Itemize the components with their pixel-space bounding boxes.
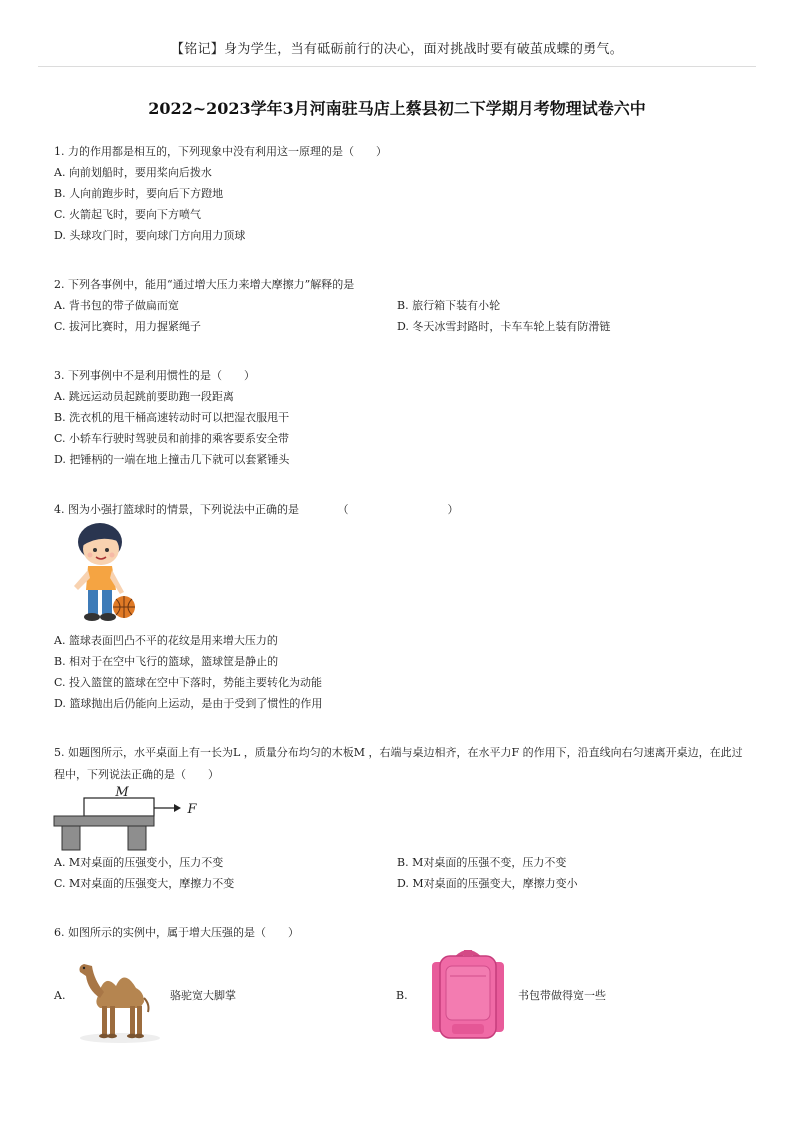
pink-backpack-image xyxy=(424,946,512,1046)
question-5-option-d[interactable]: D. M对桌面的压强变大，摩擦力变小 xyxy=(397,877,578,890)
question-6-option-a-letter[interactable]: A. xyxy=(54,989,66,1002)
question-3-stem: 3. 下列事例中不是利用惯性的是（ ） xyxy=(54,369,255,382)
header-divider xyxy=(38,66,756,67)
question-5-option-c[interactable]: C. M对桌面的压强变大，摩擦力不变 xyxy=(54,877,235,890)
question-1-option-a[interactable]: A. 向前划船时，要用桨向后拨水 xyxy=(54,166,212,179)
camel-image xyxy=(70,946,170,1046)
question-2-option-a[interactable]: A. 背书包的带子做扁而宽 xyxy=(54,299,179,312)
diagram-label-f: F xyxy=(187,802,197,817)
question-5-option-b[interactable]: B. M对桌面的压强不变，压力不变 xyxy=(397,856,567,869)
page-title: 2022~2023学年3月河南驻马店上蔡县初二下学期月考物理试卷六中 xyxy=(148,99,646,118)
question-5-stem: 5. 如题图所示，水平桌面上有一长为L ，质量分布均匀的木板M ，右端与桌边相齐，在水平力F 的作用下，沿直线向右匀速离开桌边，在此过程中，下列说法正确的是（ ） xyxy=(54,746,743,781)
question-3-option-a[interactable]: A. 跳远运动员起跳前要助跑一段距离 xyxy=(54,390,234,403)
question-6-option-b-text[interactable]: 书包带做得宽一些 xyxy=(518,989,606,1002)
question-1-option-b[interactable]: B. 人向前跑步时，要向后下方蹬地 xyxy=(54,187,224,200)
question-6-stem: 6. 如图所示的实例中，属于增大压强的是（ ） xyxy=(54,926,299,939)
question-5-option-a[interactable]: A. M对桌面的压强变小，压力不变 xyxy=(54,856,224,869)
question-4-option-d[interactable]: D. 篮球抛出后仍能向上运动，是由于受到了惯性的作用 xyxy=(54,697,323,710)
board-on-table-diagram xyxy=(52,782,202,854)
question-1-stem: 1. 力的作用都是相互的，下列现象中没有利用这一原理的是（ ） xyxy=(54,145,387,158)
question-3-option-b[interactable]: B. 洗衣机的甩干桶高速转动时可以把湿衣服甩干 xyxy=(54,411,290,424)
question-6-option-b-letter[interactable]: B. xyxy=(396,989,408,1002)
question-2-option-d[interactable]: D. 冬天冰雪封路时，卡车车轮上装有防滑链 xyxy=(397,320,611,333)
question-4-stem: 4. 图为小强打篮球时的情景，下列说法中正确的是 （ ） xyxy=(54,503,459,516)
question-2-option-c[interactable]: C. 拔河比赛时，用力握紧绳子 xyxy=(54,320,202,333)
diagram-label-m: M xyxy=(115,785,129,800)
question-4-option-c[interactable]: C. 投入篮筐的篮球在空中下落时，势能主要转化为动能 xyxy=(54,676,323,689)
question-3-option-d[interactable]: D. 把锤柄的一端在地上撞击几下就可以套紧锤头 xyxy=(54,453,290,466)
question-2-stem: 2. 下列各事例中，能用“通过增大压力来增大摩擦力”解释的是 xyxy=(54,278,355,291)
question-6-option-a-text[interactable]: 骆驼宽大脚掌 xyxy=(170,989,236,1002)
question-1-option-c[interactable]: C. 火箭起飞时，要向下方喷气 xyxy=(54,208,202,221)
question-4-option-b[interactable]: B. 相对于在空中飞行的篮球，篮球筐是静止的 xyxy=(54,655,279,668)
question-3-option-c[interactable]: C. 小轿车行驶时驾驶员和前排的乘客要系安全带 xyxy=(54,432,290,445)
question-1-option-d[interactable]: D. 头球攻门时，要向球门方向用力顶球 xyxy=(54,229,246,242)
question-2-option-b[interactable]: B. 旅行箱下装有小轮 xyxy=(397,299,501,312)
question-4-option-a[interactable]: A. 篮球表面凹凸不平的花纹是用来增大压力的 xyxy=(54,634,278,647)
boy-dribbling-basketball-image xyxy=(64,520,144,624)
header-motto: 【铭记】身为学生，当有砥砺前行的决心，面对挑战时要有破茧成蝶的勇气。 xyxy=(170,42,624,57)
